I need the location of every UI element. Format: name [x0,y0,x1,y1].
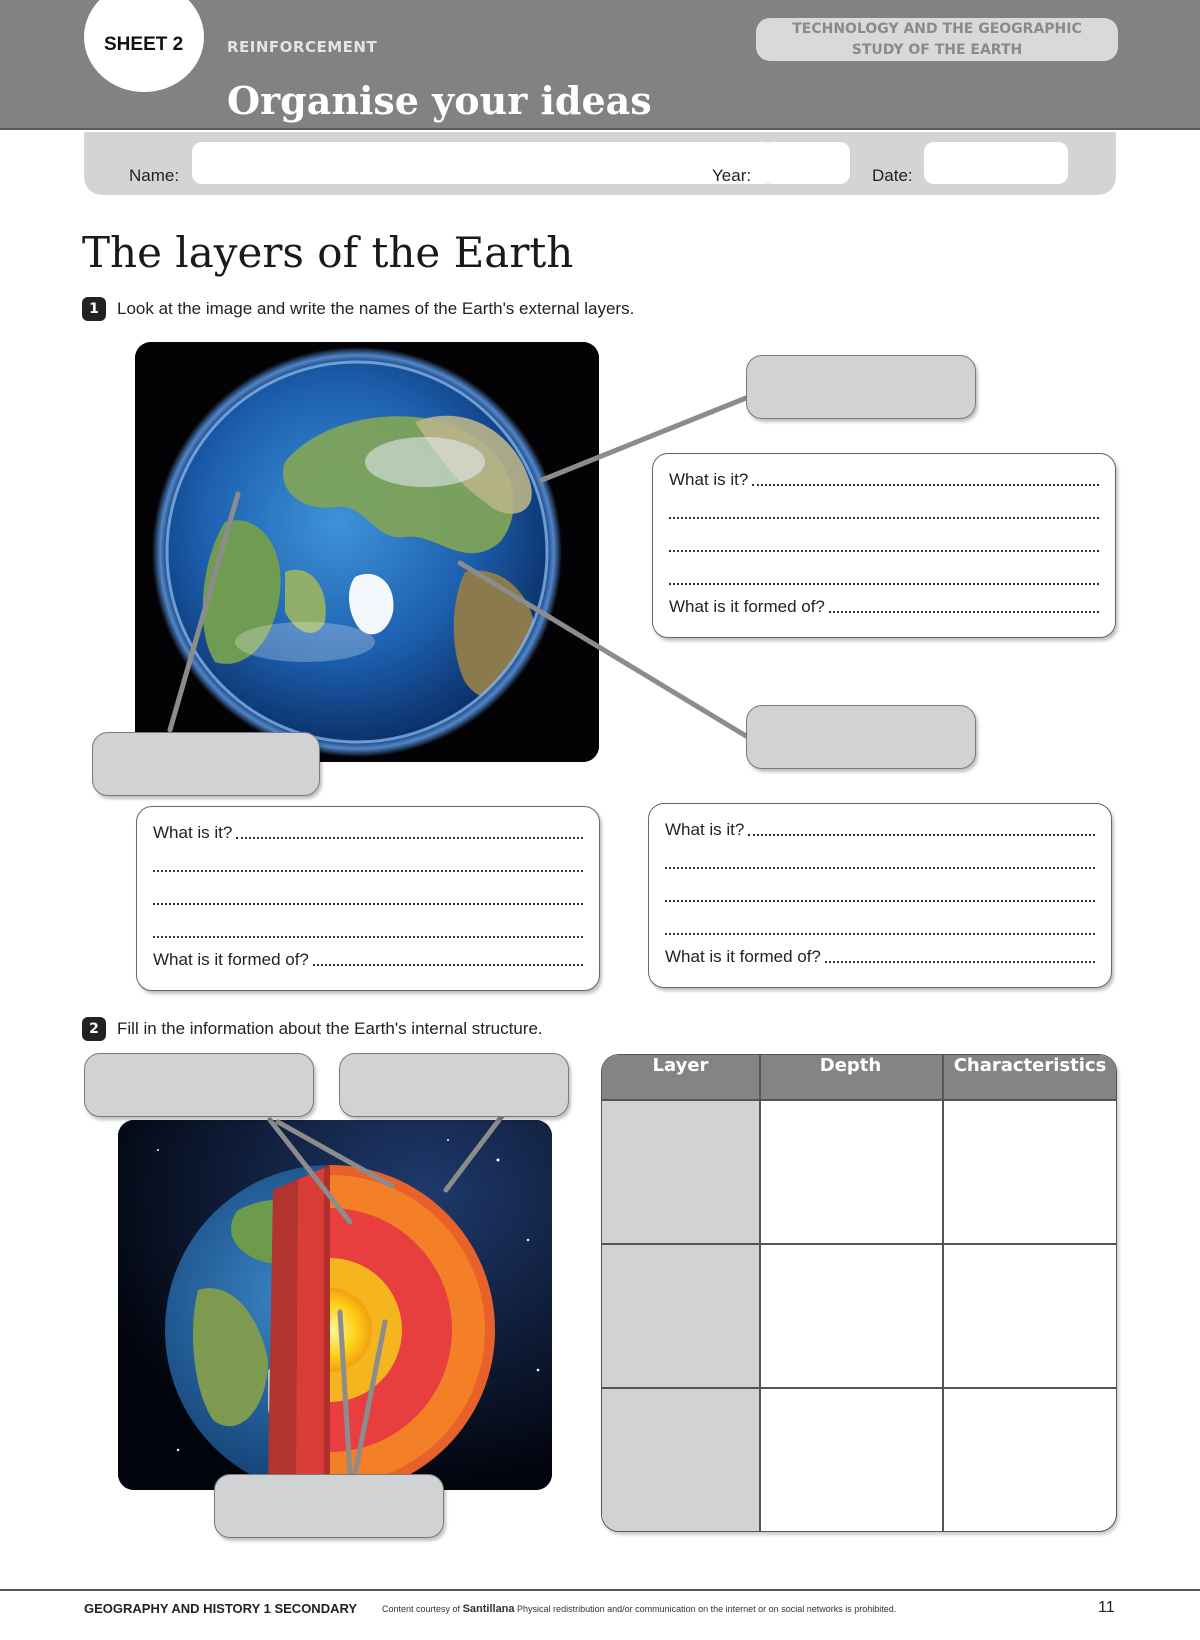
main-title: The layers of the Earth [82,228,574,277]
answer-dots[interactable] [829,611,1099,613]
answer-dots[interactable] [236,837,583,839]
answer-dots[interactable] [153,870,583,872]
info-box-right[interactable] [648,803,1112,988]
answer-dots[interactable] [153,936,583,938]
label-box-bottom-right[interactable] [746,705,976,769]
what-is-it-label: What is it? [153,823,233,842]
page-heading: Organise your ideas [227,78,652,123]
formed-of-label: What is it formed of? [153,950,309,969]
unit-title-line2: STUDY OF THE EARTH [851,42,1023,58]
credit-prefix: Content courtesy of [382,1604,461,1614]
section-type: REINFORCEMENT [227,38,378,56]
table-header-layer: Layer [652,1055,709,1076]
name-label: Name: [129,166,180,185]
year-label: Year: [712,166,752,185]
footer-book-title: GEOGRAPHY AND HISTORY 1 SECONDARY [84,1601,358,1616]
table-divider [759,1055,761,1531]
answer-dots[interactable] [748,834,1095,836]
answer-dots[interactable] [669,583,1099,585]
what-is-it-label: What is it? [669,470,749,489]
table-divider [602,1243,1116,1245]
info-box-top[interactable] [652,453,1116,638]
structure-label-box-3[interactable] [214,1474,444,1538]
structure-label-box-2[interactable] [339,1053,569,1117]
table-header-row [602,1055,1116,1099]
label-box-top[interactable] [746,355,976,419]
formed-of-label: What is it formed of? [669,597,825,616]
credit-suffix: Physical redistribution and/or communication on the internet or on social networks is prohibited. [517,1604,897,1614]
answer-dots[interactable] [665,933,1095,935]
internal-structure-table [601,1054,1117,1532]
page-number: 11 [1098,1599,1115,1616]
answer-dots[interactable] [825,961,1095,963]
question-1-number: 1 [82,297,106,321]
answer-dots[interactable] [153,903,583,905]
question-1-text: Look at the image and write the names of the Earth's external layers. [117,299,635,318]
table-divider [942,1055,944,1531]
publisher-logo: Santillana [462,1603,515,1615]
answer-dots[interactable] [669,550,1099,552]
answer-dots[interactable] [752,484,1099,486]
label-box-left[interactable] [92,732,320,796]
unit-title-line1: TECHNOLOGY AND THE GEOGRAPHIC [792,21,1082,37]
sheet-label: SHEET 2 [104,34,184,55]
answer-dots[interactable] [669,517,1099,519]
formed-of-label: What is it formed of? [665,947,821,966]
date-label: Date: [872,166,913,185]
table-divider [602,1099,1116,1101]
table-divider [602,1387,1116,1389]
info-box-left[interactable] [136,806,600,991]
answer-dots[interactable] [313,964,583,966]
question-2-text: Fill in the information about the Earth's internal structure. [117,1019,543,1038]
footer-rule [0,1589,1200,1591]
answer-dots[interactable] [665,867,1095,869]
footer-credit [382,1603,896,1615]
table-header-depth: Depth [819,1055,882,1076]
question-2-number: 2 [82,1017,106,1041]
layer-column-shading [602,1099,759,1532]
structure-label-box-1[interactable] [84,1053,314,1117]
what-is-it-label: What is it? [665,820,745,839]
answer-dots[interactable] [665,900,1095,902]
table-header-characteristics: Characteristics [953,1055,1107,1076]
